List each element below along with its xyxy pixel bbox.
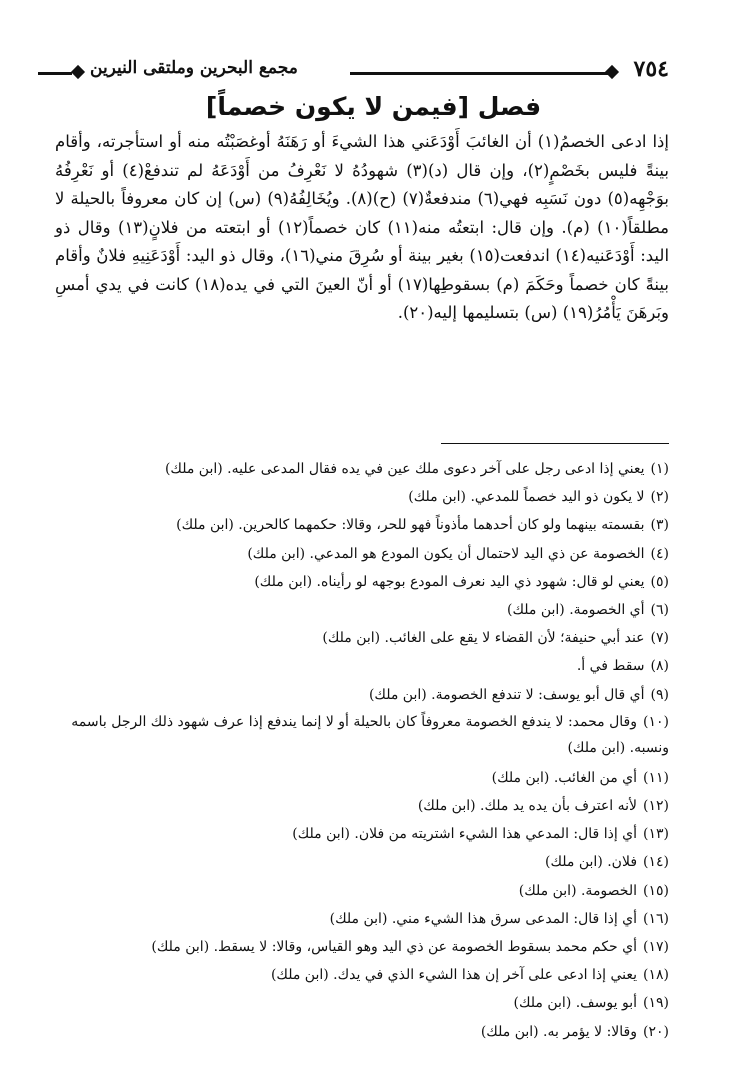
footnote-number: (١٥)	[643, 882, 669, 899]
footnote-number: (٥)	[650, 573, 669, 590]
footnote-item	[58, 848, 669, 876]
footnote-number: (١٦)	[643, 910, 669, 927]
footnote-text: لأنه اعترف بأن يده يد ملك. (ابن ملك)	[417, 798, 638, 815]
footnote-item	[58, 483, 669, 511]
footnote-item	[58, 624, 669, 652]
footnote-text: أي قال أبو يوسف: لا تندفع الخصومة. (ابن ملك)	[368, 686, 645, 703]
footnote-item	[58, 792, 669, 820]
footnote-number: (٩)	[650, 686, 669, 703]
footnote-item	[58, 989, 669, 1017]
running-head: مجمع البحرين وملتقى النيرين	[90, 58, 298, 78]
diamond-ornament-icon	[71, 65, 85, 79]
main-paragraph: إذا ادعى الخصمُ(١) أن الغائبَ أَوْدَعَني هذا الشيءَ أو رَهَنَهُ أوغصَبْتُه منه أو استأجرته، وأقام بينةً فليس بخَصْمٍ(٢)، وإن قال (د)(٣) شهودُهُ لا نَعْرِفُ من أَوْدَعَهُ لم تندفعْ(٤) أو نَعْرِفُهُ بوَجْهِه(٥) دون نَسَبِه فهي(٦) مندفعةٌ(٧) (ح)(٨). ويُخَالِفُهُ(٩) (س) إن كان معروفاً بالحيلة لا مطلقاً(١٠) (م). وإن قال: ابتعتُه منه(١١) كان خصماً(١٢) أو ابتعته من فلانٍ(١٣) وقال ذو اليد: أَوْدَعَنيه(١٤) اندفعت(١٥) بغير بينة أو سُرِقَ مني(١٦)، وقال ذو اليد: أَوْدَعَنِيهِ فلانٌ وأقام بينةً كان خصماً وحَكَمَ (م) بسقوطِها(١٧) أو أنّ العينَ التي في يده(١٨) كانت في يدي أمسِ وبَرهَنَ يَأْمُرُ(١٩) (س) بتسليمها إليه(٢٠).	[55, 132, 670, 322]
footnote-item	[58, 877, 669, 905]
footnote-item	[58, 905, 669, 933]
footnote-number: (٢)	[650, 489, 669, 506]
footnote-item	[58, 568, 669, 596]
footnote-divider	[441, 443, 669, 444]
footnote-text: أي الخصومة. (ابن ملك)	[507, 602, 645, 619]
main-text	[55, 128, 669, 328]
footnote-item	[58, 540, 669, 568]
footnote-item	[58, 1018, 669, 1046]
footnote-item	[58, 596, 669, 624]
footnote-text: لا يكون ذو اليد خصماً للمدعي. (ابن ملك)	[408, 489, 645, 506]
footnote-number: (٨)	[650, 658, 669, 675]
footnote-number: (١٤)	[643, 854, 669, 871]
footnote-number: (١٧)	[643, 939, 669, 956]
footnote-number: (١٣)	[643, 826, 669, 843]
footnote-text: وقالا: لا يؤمر به. (ابن ملك)	[480, 1023, 638, 1040]
footnote-text: سقط في أ.	[576, 658, 645, 675]
footnote-number: (٢٠)	[643, 1023, 669, 1040]
footnote-text: الخصومة. (ابن ملك)	[518, 882, 638, 899]
footnote-item	[58, 652, 669, 680]
footnote-item	[58, 961, 669, 989]
page-header	[38, 56, 669, 86]
footnote-text: عند أبي حنيفة؛ لأن القضاء لا يقع على الغائب. (ابن ملك)	[322, 630, 645, 647]
footnote-number: (١٨)	[643, 967, 669, 984]
footnote-text: فلان. (ابن ملك)	[545, 854, 638, 871]
footnote-item	[58, 511, 669, 539]
footnote-text: وقال محمد: لا يندفع الخصومة معروفاً كان بالحيلة أو لا إنما يندفع إذا عرف شهود ذلك الرجل باسمه ونسبه. (ابن ملك)	[71, 713, 669, 756]
footnote-text: يعني إذا ادعى رجل على آخر دعوى ملك عين في يده فقال المدعى عليه. (ابن ملك)	[164, 461, 645, 477]
footnote-text: أي إذا قال: المدعى سرق هذا الشيء مني. (ابن ملك)	[329, 910, 638, 927]
footnote-text: الخصومة عن ذي اليد لاحتمال أن يكون المودع هو المدعي. (ابن ملك)	[247, 545, 645, 562]
header-rule-end	[38, 72, 72, 75]
footnote-item	[58, 681, 669, 709]
footnote-item	[58, 933, 669, 961]
footnote-number: (٧)	[650, 630, 669, 647]
footnote-number: (١٠)	[643, 713, 669, 730]
footnote-text: يعني لو قال: شهود ذي اليد نعرف المودع بوجهه لو رأيناه. (ابن ملك)	[254, 573, 645, 590]
section-title: فصل [فيمن لا يكون خصماً]	[205, 92, 542, 121]
footnote-item	[58, 455, 669, 483]
footnote-item	[58, 764, 669, 792]
footnote-number: (١)	[650, 461, 669, 477]
footnote-number: (٦)	[650, 602, 669, 619]
footnote-number: (١٢)	[643, 798, 669, 815]
footnote-number: (١١)	[643, 769, 669, 786]
footnote-number: (٤)	[650, 545, 669, 562]
page-number: ٧٥٤	[633, 56, 669, 82]
footnote-text: بقسمته بينهما ولو كان أحدهما مأذوناً فهو للحر، وقالا: حكمهما كالحرين. (ابن ملك)	[176, 517, 645, 534]
footnote-text: أبو يوسف. (ابن ملك)	[513, 995, 638, 1012]
footnote-text: أي إذا قال: المدعي هذا الشيء اشتريته من فلان. (ابن ملك)	[292, 826, 638, 843]
footnote-text: أي حكم محمد بسقوط الخصومة عن ذي اليد وهو القياس، وقالا: لا يسقط. (ابن ملك)	[151, 939, 638, 956]
footnote-number: (١٩)	[643, 995, 669, 1012]
footnote-item	[58, 709, 669, 764]
footnote-text: يعني إذا ادعى على آخر إن هذا الشيء الذي في يدك. (ابن ملك)	[270, 967, 638, 984]
footnote-item	[58, 820, 669, 848]
header-rule	[350, 72, 609, 75]
footnote-number: (٣)	[650, 517, 669, 534]
footnotes-list	[58, 455, 669, 1046]
footnote-text: أي من الغائب. (ابن ملك)	[491, 769, 638, 786]
